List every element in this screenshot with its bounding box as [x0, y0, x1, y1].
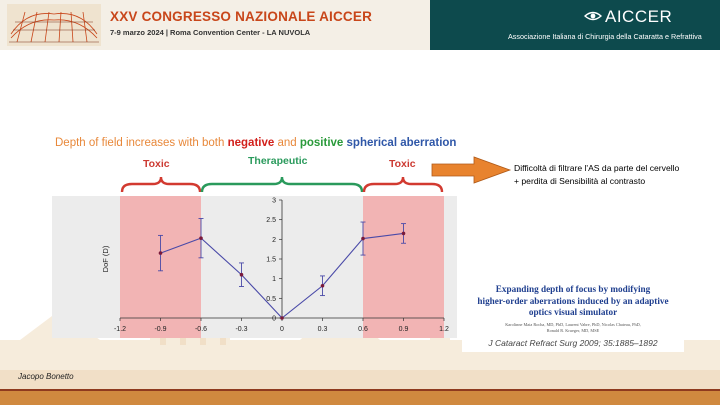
x-tick-label: 0.6 [358, 326, 368, 333]
toxic-label-right: Toxic [389, 158, 416, 170]
y-tick-label: 2.5 [266, 217, 276, 225]
arrow-icon [432, 157, 510, 183]
data-point [402, 232, 406, 236]
y-axis-label: DoF (D) [101, 245, 110, 273]
paper-journal: J Cataract Refract Surg 2009; 35:1885–1892 [488, 338, 658, 348]
data-point [199, 236, 203, 240]
x-tick-label: -1.2 [113, 326, 127, 333]
x-tick-label: 1.2 [439, 326, 449, 333]
headline-negative: negative [227, 137, 275, 149]
data-point [321, 284, 325, 288]
y-tick-label: 1 [272, 276, 276, 284]
therapeutic-brace [202, 177, 362, 192]
y-tick-label: 0.5 [266, 295, 276, 303]
headline-part-3: and [274, 137, 300, 149]
x-tick-label: -0.3 [235, 326, 248, 333]
data-point [240, 273, 244, 277]
headline-spherical-aberration: spherical aberration [343, 137, 457, 149]
note-line-1: Difficoltà di filtrare l'AS da parte del cervello [514, 163, 680, 173]
x-tick-label: 0 [280, 326, 284, 333]
footer-bar [0, 391, 720, 405]
paper-citation [462, 282, 684, 352]
paper-title [462, 284, 684, 319]
conference-dates-venue: 7-9 marzo 2024 | Roma Convention Center - LA NUVOLA [110, 28, 311, 37]
x-tick-label: 0.9 [398, 326, 409, 333]
therapeutic-label: Therapeutic [248, 155, 308, 167]
data-point [159, 251, 163, 255]
author-credit: Jacopo Bonetto [18, 372, 74, 381]
brand-name: AICCER [605, 7, 673, 26]
y-tick-label: 1.5 [266, 256, 276, 264]
paper-authors [462, 322, 684, 333]
data-point [280, 316, 284, 320]
brand-subtitle: Associazione Italiana di Chirurgia della Cataratta e Refrattiva [508, 32, 702, 41]
toxic-brace-right [364, 177, 442, 192]
zone-braces [122, 177, 442, 192]
paper-title-line-3: optics visual simulator [528, 307, 618, 317]
y-tick-label: 0 [272, 315, 276, 323]
y-tick-label: 2 [272, 236, 276, 244]
headline-positive: positive [299, 137, 344, 149]
paper-title-line-1: Expanding depth of focus by modifying [495, 284, 651, 294]
data-point [361, 237, 365, 241]
paper-authors-line-2: Ronald R. Krueger, MD, MSE [546, 327, 600, 333]
paper-authors-line-1: Karolinne Maia Rocha, MD, PhD, Laurent Vabre, PhD, Nicolas Chateau, PhD, [505, 322, 641, 327]
paper-title-line-2: higher-order aberrations induced by an adaptive [477, 295, 669, 306]
headline-part-1: Depth of field increases with both [55, 137, 228, 149]
note-line-2: + perdita di Sensibilità al contrasto [514, 175, 646, 186]
toxic-brace-left [122, 177, 200, 192]
annotation-note [514, 162, 679, 187]
x-tick-label: -0.6 [194, 326, 208, 333]
conference-title: XXV CONGRESSO NAZIONALE AICCER [110, 9, 373, 24]
x-tick-label: -0.9 [154, 326, 167, 333]
toxic-zone-1 [363, 196, 444, 338]
toxic-label-left: Toxic [143, 158, 170, 170]
x-tick-label: 0.3 [317, 326, 328, 333]
y-tick-label: 3 [272, 197, 276, 205]
